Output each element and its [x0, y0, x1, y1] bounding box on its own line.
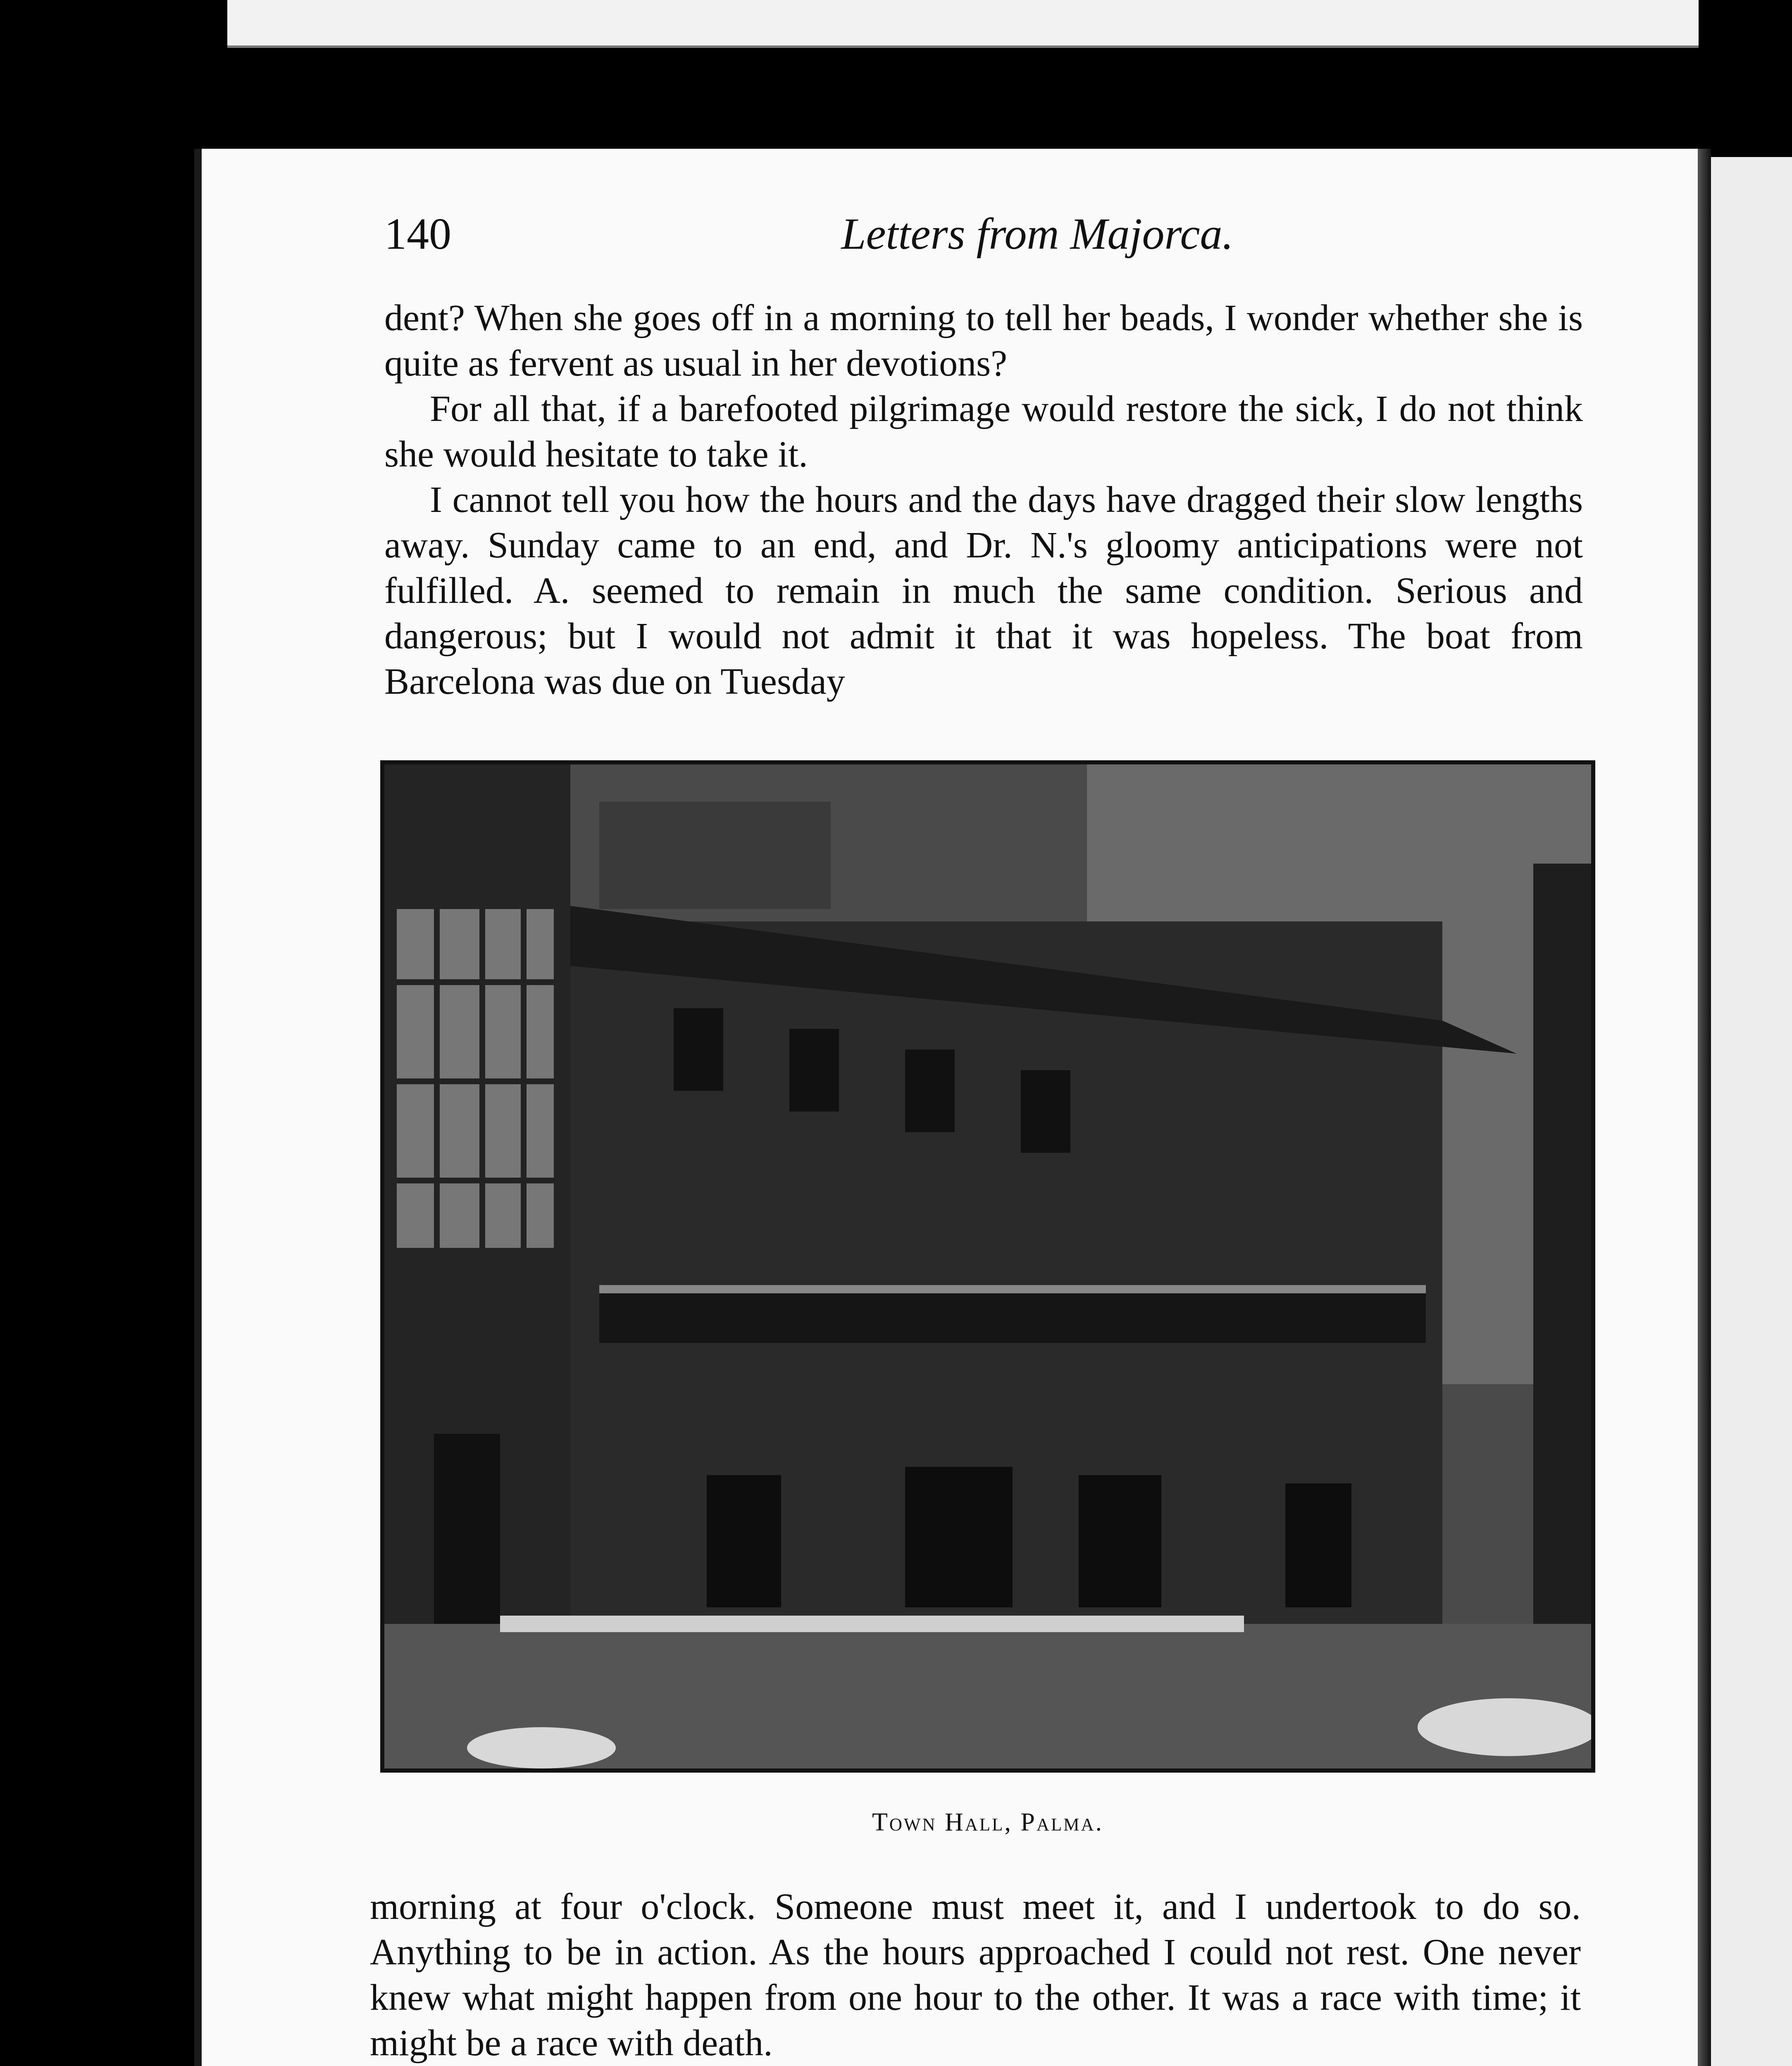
paragraph: For all that, if a barefooted pilgrimage would restore the sick, I do not think she would hesitate to take it. — [384, 388, 1583, 475]
paragraph: dent? When she goes off in a morning to tell her beads, I wonder whether she is quite as fervent as usual in her devotions? — [384, 298, 1583, 384]
town-hall-engraving — [380, 760, 1595, 1773]
previous-page-edge — [227, 0, 1699, 48]
text-block-top — [384, 295, 1583, 705]
text-block-bottom — [370, 1884, 1581, 2066]
page-header — [384, 209, 1591, 271]
next-page-edge — [1711, 157, 1792, 2066]
engraving-illustration — [384, 764, 1591, 1768]
running-title: Letters from Majorca. — [841, 209, 1234, 259]
paragraph: morning at four o'clock. Someone must meet it, and I undertook to do so. Anything to be in action. As the hours approached I could not rest. One never knew what might happen from one hour to the other. It was a race with time; it might be a race with death. — [370, 1886, 1581, 2064]
page-number: 140 — [384, 209, 451, 259]
figure-caption: Town Hall, Palma. — [872, 1808, 1103, 1836]
paragraph: I cannot tell you how the hours and the days have dragged their slow lengths away. Sunday came to an end, and Dr. N.'s gloomy anticipations were not fulfilled. A. seemed to remain in much the same condition. Serious and dangerous; but I would not admit it that it was hopeless. The boat from Barcelona was due on Tuesday — [384, 479, 1583, 702]
